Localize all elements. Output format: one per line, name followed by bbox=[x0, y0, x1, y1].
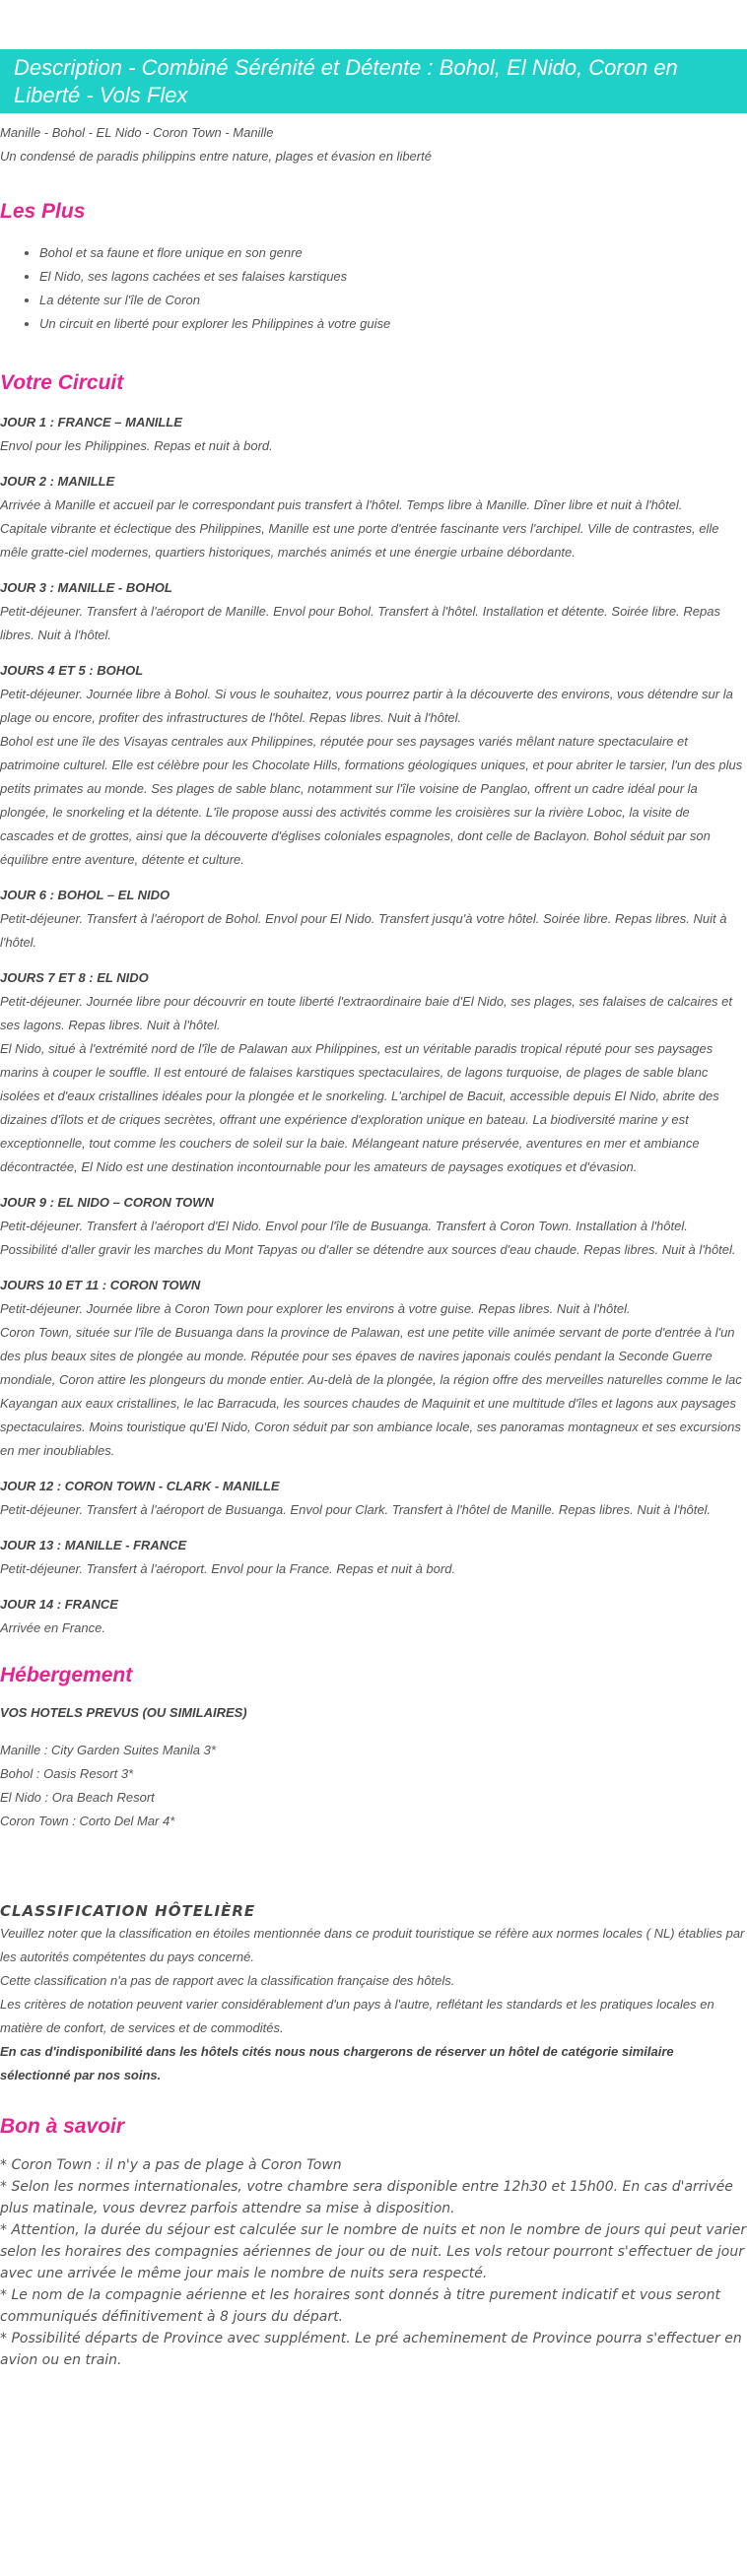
day-text: Arrivée en France. bbox=[0, 1620, 105, 1635]
day-heading: JOUR 9 : EL NIDO – CORON TOWN bbox=[0, 1195, 214, 1210]
day-heading: JOURS 10 ET 11 : CORON TOWN bbox=[0, 1278, 201, 1292]
day-text: Petit-déjeuner. Transfert à l'aéroport d'El Nido. Envol pour l'île de Busuanga. Transfert à Coron Town. Installation à l'hôtel. Possibilité d'aller gravir les marches du Mont Tapyas ou d'aller se détendre aux sources d'eau chaude. Repas libres. Nuit à l'hôtel. bbox=[0, 1219, 736, 1257]
hotels-subtitle: VOS HOTELS PREVUS (OU SIMILAIRES) bbox=[0, 1705, 247, 1720]
day-block bbox=[0, 1274, 747, 1463]
day-block bbox=[0, 576, 747, 647]
hotel-item: Manille : City Garden Suites Manila 3* bbox=[0, 1743, 216, 1757]
tagline-text: Un condensé de paradis philippins entre nature, plages et évasion en liberté bbox=[0, 149, 432, 164]
classification-line: Les critères de notation peuvent varier considérablement d'un pays à l'autre, reflétant les standards et les pratiques locales en matière de confort, de services et de commodités. bbox=[0, 1997, 714, 2035]
day-text: Petit-déjeuner. Transfert à l'aéroport de Manille. Envol pour Bohol. Transfert à l'hôtel. Installation et détente. Soirée libre. Repas libres. Nuit à l'hôtel. bbox=[0, 604, 720, 642]
list-item: • El Nido, ses lagons cachées et ses falaises karstiques bbox=[39, 265, 747, 289]
hotel-item: Bohol : Oasis Resort 3* bbox=[0, 1766, 134, 1781]
page-title: Description - Combiné Sérénité et Détente : Bohol, El Nido, Coron en Liberté - Vols Flex bbox=[0, 49, 747, 113]
day-block bbox=[0, 659, 747, 872]
hebergement-heading: Hébergement bbox=[0, 1664, 133, 1686]
classification-note: En cas d'indisponibilité dans les hôtels cités nous nous chargerons de réserver un hôtel de catégorie similaire sélectionné par nos soins. bbox=[0, 2044, 674, 2082]
day-text: Petit-déjeuner. Journée libre pour découvrir en toute liberté l'extraordinaire baie d'El Nido, ses plages, ses falaises de calcaires et ses lagons. Repas libres. Nuit à l'hôtel. El Nido, situé à l'extrémité nord de l'île de Palawan aux Philippines, est un véritable paradis tropical réputé pour ses paysages marins à couper le souffle. Il est entouré de falaises karstiques spectaculaires, de lagons turquoise, de plages de sable blanc isolées et d'eaux cristallines idéales pour la plongée et le snorkeling. L'archipel de Bacuit, accessible depuis El Nido, abrite des dizaines d'îlots et de criques secrètes, offrant une expérience d'exploration unique en bateau. La biodiversité marine y est exceptionnelle, tout comme les couchers de soleil sur la baie. Mélangeant nature préservée, aventures en mer et ambiance décontractée, El Nido est une destination incontournable pour les amateurs de paysages exotiques et d'évasion. bbox=[0, 994, 732, 1174]
classification-text bbox=[0, 1922, 747, 2087]
route-text: Manille - Bohol - EL Nido - Coron Town - Manille bbox=[0, 125, 274, 140]
bon-item: * Possibilité départs de Province avec supplément. Le pré acheminement de Province pourra s'effectuer en avion ou en train. bbox=[0, 2331, 742, 2368]
day-heading: JOUR 1 : FRANCE – MANILLE bbox=[0, 415, 182, 429]
circuit-heading: Votre Circuit bbox=[0, 371, 124, 394]
day-block bbox=[0, 884, 747, 955]
intro bbox=[0, 121, 747, 168]
day-text: Petit-déjeuner. Journée libre à Coron Town pour explorer les environs à votre guise. Repas libres. Nuit à l'hôtel. Coron Town, située sur l'île de Busuanga dans la province de Palawan, est une petite ville animée servant de porte d'entrée à l'un des plus beaux sites de plongée au monde. Réputée pour ses épaves de navires japonais coulés pendant la Seconde Guerre mondiale, Coron attire les plongeurs du monde entier. Au-delà de la plongée, la région offre des merveilles naturelles comme le lac Kayangan aux eaux cristallines, le lac Barracuda, les sources chaudes de Maquinit et une multitude d'îles et lagons aux paysages spectaculaires. Moins touristique qu'El Nido, Coron séduit par son ambiance locale, ses panoramas montagneux et ses excursions en mer inoubliables. bbox=[0, 1301, 742, 1458]
day-block bbox=[0, 1191, 747, 1262]
day-block bbox=[0, 1475, 747, 1522]
day-heading: JOUR 6 : BOHOL – EL NIDO bbox=[0, 888, 170, 902]
les-plus-heading: Les Plus bbox=[0, 200, 86, 223]
hotel-list bbox=[0, 1739, 747, 1833]
bon-a-savoir-list bbox=[0, 2154, 747, 2371]
day-text: Petit-déjeuner. Journée libre à Bohol. Si vous le souhaitez, vous pourrez partir à la découverte des environs, vous détendre sur la plage ou encore, profiter des infrastructures de l'hôtel. Repas libres. Nuit à l'hôtel. Bohol est une île des Visayas centrales aux Philippines, réputée pour ses paysages variés mêlant nature spectaculaire et patrimoine culturel. Elle est célèbre pour les Chocolate Hills, formations géologiques uniques, et pour abriter le tarsier, l'un des plus petits primates au monde. Ses plages de sable blanc, notamment sur l'île voisine de Panglao, offrent un cadre idéal pour la plongée, le snorkeling et la détente. L'île propose aussi des activités comme les croisières sur la rivière Loboc, la visite de cascades et de grottes, ainsi que la découverte d'églises coloniales espagnoles, dont celle de Baclayon. Bohol séduit par son équilibre entre aventure, détente et culture. bbox=[0, 687, 743, 867]
itinerary bbox=[0, 411, 747, 1640]
day-heading: JOUR 2 : MANILLE bbox=[0, 474, 115, 489]
day-heading: JOURS 4 ET 5 : BOHOL bbox=[0, 663, 144, 678]
classification-line: Cette classification n'a pas de rapport avec la classification française des hôtels. bbox=[0, 1973, 455, 1988]
bon-item: * Coron Town : il n'y a pas de plage à Coron Town bbox=[0, 2157, 342, 2173]
hotel-item: El Nido : Ora Beach Resort bbox=[0, 1790, 155, 1805]
hotel-item: Coron Town : Corto Del Mar 4* bbox=[0, 1814, 175, 1828]
day-text: Petit-déjeuner. Transfert à l'aéroport de Bohol. Envol pour El Nido. Transfert jusqu'à votre hôtel. Soirée libre. Repas libres. Nuit à l'hôtel. bbox=[0, 911, 727, 950]
day-heading: JOUR 3 : MANILLE - BOHOL bbox=[0, 580, 172, 595]
day-block bbox=[0, 1593, 747, 1640]
list-item: • Un circuit en liberté pour explorer les Philippines à votre guise bbox=[39, 312, 747, 336]
day-heading: JOUR 14 : FRANCE bbox=[0, 1597, 118, 1612]
day-block bbox=[0, 411, 747, 458]
list-item: • Bohol et sa faune et flore unique en son genre bbox=[39, 241, 747, 265]
day-heading: JOUR 12 : CORON TOWN - CLARK - MANILLE bbox=[0, 1479, 280, 1493]
day-heading: JOURS 7 ET 8 : EL NIDO bbox=[0, 970, 149, 985]
classification-heading: CLASSIFICATION HÔTELIÈRE bbox=[0, 1902, 256, 1920]
bon-a-savoir-heading: Bon à savoir bbox=[0, 2115, 125, 2138]
bon-item: * Selon les normes internationales, votre chambre sera disponible entre 12h30 et 15h00. En cas d'arrivée plus matinale, vous devrez parfois attendre sa mise à disposition. bbox=[0, 2179, 733, 2216]
day-block bbox=[0, 1534, 747, 1581]
bon-item: * Attention, la durée du séjour est calculée sur le nombre de nuits et non le nombre de jours qui peut varier selon les horaires des compagnies aériennes de jour ou de nuit. Les vols retour pourront s'effectuer de jour avec une arrivée le même jour mais le nombre de nuits sera respecté. bbox=[0, 2222, 747, 2281]
bon-item: * Le nom de la compagnie aérienne et les horaires sont donnés à titre purement indicatif et vous seront communiqués définitivement à 8 jours du départ. bbox=[0, 2287, 720, 2325]
les-plus-list bbox=[0, 241, 747, 336]
day-text: Envol pour les Philippines. Repas et nuit à bord. bbox=[0, 438, 273, 453]
day-block bbox=[0, 470, 747, 564]
classification-line: Veuillez noter que la classification en étoiles mentionnée dans ce produit touristique se réfère aux normes locales ( NL) établies par les autorités compétentes du pays concerné. bbox=[0, 1926, 745, 1964]
day-block bbox=[0, 966, 747, 1179]
day-text: Petit-déjeuner. Transfert à l'aéroport de Busuanga. Envol pour Clark. Transfert à l'hôtel de Manille. Repas libres. Nuit à l'hôtel. bbox=[0, 1502, 712, 1517]
day-heading: JOUR 13 : MANILLE - FRANCE bbox=[0, 1538, 187, 1552]
day-text: Arrivée à Manille et accueil par le correspondant puis transfert à l'hôtel. Temps libre à Manille. Dîner libre et nuit à l'hôtel. Capitale vibrante et éclectique des Philippines, Manille est une porte d'entrée fascinante vers l'archipel. Ville de contrastes, elle mêle gratte-ciel modernes, quartiers historiques, marchés animés et une énergie urbaine débordante. bbox=[0, 497, 719, 560]
list-item: • La détente sur l'île de Coron bbox=[39, 289, 747, 312]
day-text: Petit-déjeuner. Transfert à l'aéroport. Envol pour la France. Repas et nuit à bord. bbox=[0, 1561, 456, 1576]
